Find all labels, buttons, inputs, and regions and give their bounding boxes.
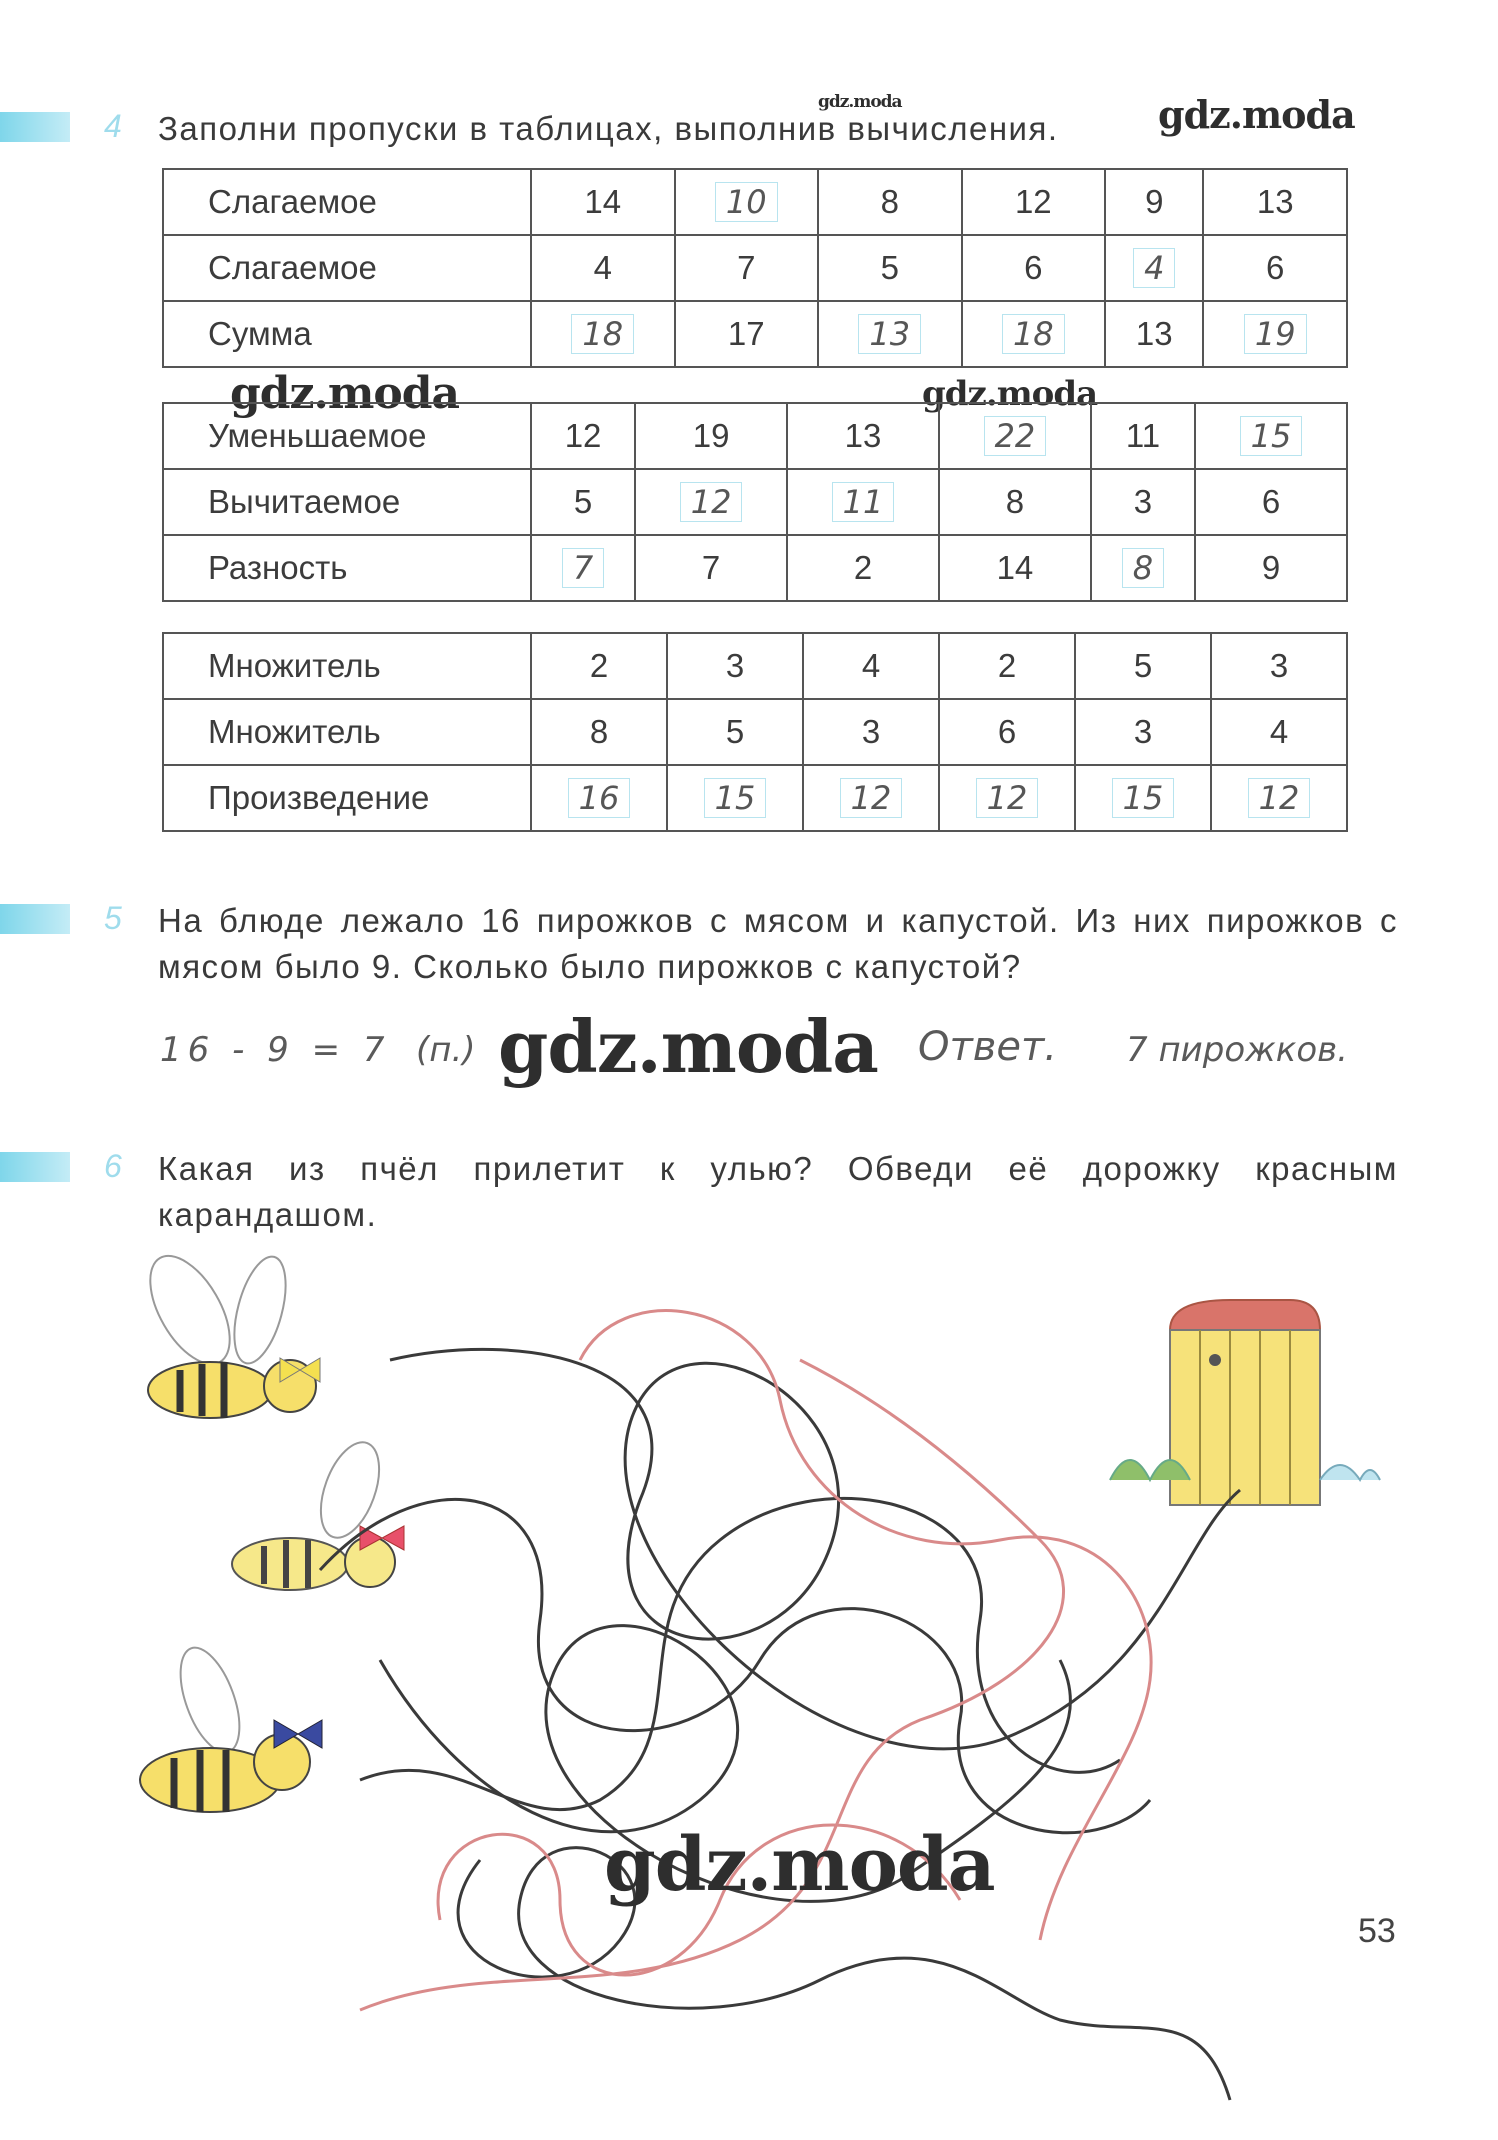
table-row xyxy=(163,169,1347,235)
task-4-prompt: Заполни пропуски в таблицах, выполнив вычисления. xyxy=(158,110,1059,147)
task-5-solution: 16 - 9 = 7 xyxy=(160,1030,391,1070)
filled-answer: 8 xyxy=(1122,548,1164,588)
given-value: 5 xyxy=(880,249,899,286)
filled-answer: 10 xyxy=(715,182,778,222)
table-cell xyxy=(1075,765,1211,831)
table-cell xyxy=(1195,535,1347,601)
row-label: Слагаемое xyxy=(163,235,531,301)
table-cell xyxy=(1211,699,1347,765)
table-cell xyxy=(1091,469,1195,535)
table-row xyxy=(163,403,1347,469)
given-value: 5 xyxy=(725,713,745,750)
given-value: 7 xyxy=(737,249,756,286)
filled-answer: 18 xyxy=(571,314,634,354)
given-value: 13 xyxy=(1256,183,1294,220)
given-value: 3 xyxy=(1269,647,1289,684)
filled-answer: 12 xyxy=(680,482,743,522)
table-cell xyxy=(1211,765,1347,831)
filled-answer: 19 xyxy=(1244,314,1307,354)
filled-answer: 12 xyxy=(840,778,903,818)
table-row xyxy=(163,235,1347,301)
row-label: Вычитаемое xyxy=(163,469,531,535)
table-row xyxy=(163,301,1347,367)
table-cell xyxy=(1075,699,1211,765)
task-5-prompt: На блюде лежало 16 пирожков с мясом и капустой. Из них пирожков с мясом было 9. Сколько было пирожков с капустой? xyxy=(158,902,1398,985)
table-cell xyxy=(635,469,787,535)
bee-maze-illustration xyxy=(0,1240,1498,2140)
row-label: Слагаемое xyxy=(163,169,531,235)
task-5-number: 5 xyxy=(104,900,122,936)
table-cell xyxy=(939,765,1075,831)
given-value: 5 xyxy=(573,483,593,520)
given-value: 9 xyxy=(1261,549,1281,586)
task-5-unit: (п.) xyxy=(416,1030,476,1070)
table-row xyxy=(163,535,1347,601)
row-label: Множитель xyxy=(163,633,531,699)
watermark-small: gdz.moda xyxy=(818,92,902,112)
table-cell xyxy=(787,403,939,469)
task-6-marker xyxy=(0,1152,70,1182)
given-value: 8 xyxy=(880,183,899,220)
table-cell xyxy=(531,633,667,699)
bee-yellow-bow xyxy=(134,1243,320,1418)
table-cell xyxy=(818,235,962,301)
table-cell xyxy=(962,301,1106,367)
given-value: 6 xyxy=(1261,483,1281,520)
given-value: 2 xyxy=(997,647,1017,684)
watermark-answer: gdz.moda xyxy=(498,1004,878,1089)
table-cell xyxy=(1091,403,1195,469)
addition-table xyxy=(162,168,1348,368)
table-cell xyxy=(1195,403,1347,469)
watermark-top-right: gdz.moda xyxy=(1158,92,1355,137)
task-5-answer: 7 пирожков. xyxy=(1126,1030,1348,1070)
filled-answer: 7 xyxy=(562,548,604,588)
given-value: 3 xyxy=(725,647,745,684)
task-4-marker xyxy=(0,112,70,142)
filled-answer: 15 xyxy=(1240,416,1303,456)
table-cell xyxy=(962,235,1106,301)
table-cell xyxy=(939,699,1075,765)
row-label: Уменьшаемое xyxy=(163,403,531,469)
given-value: 8 xyxy=(1005,483,1025,520)
task-6-number: 6 xyxy=(104,1148,122,1184)
given-value: 6 xyxy=(1266,249,1285,286)
table-cell xyxy=(531,535,635,601)
row-label: Произведение xyxy=(163,765,531,831)
page-number: 53 xyxy=(1358,1912,1396,1950)
filled-answer: 22 xyxy=(984,416,1047,456)
table-row xyxy=(163,633,1347,699)
table-cell xyxy=(675,169,819,235)
given-value: 4 xyxy=(593,249,612,286)
given-value: 3 xyxy=(861,713,881,750)
table-cell xyxy=(1211,633,1347,699)
table-cell xyxy=(531,235,675,301)
table-cell xyxy=(531,169,675,235)
table-cell xyxy=(635,403,787,469)
table-cell xyxy=(939,633,1075,699)
table-row xyxy=(163,699,1347,765)
row-label: Сумма xyxy=(163,301,531,367)
table-cell xyxy=(667,699,803,765)
table-cell xyxy=(1195,469,1347,535)
watermark-table-mid: gdz.moda xyxy=(922,374,1098,414)
task-5-answer-word: Ответ. xyxy=(918,1024,1057,1070)
table-cell xyxy=(675,301,819,367)
given-value: 4 xyxy=(1269,713,1289,750)
table-cell xyxy=(531,301,675,367)
watermark-bottom: gdz.moda xyxy=(604,1822,995,1908)
filled-answer: 11 xyxy=(832,482,895,522)
table-cell xyxy=(803,765,939,831)
table-cell xyxy=(787,469,939,535)
row-label: Множитель xyxy=(163,699,531,765)
filled-answer: 16 xyxy=(568,778,631,818)
table-row xyxy=(163,469,1347,535)
table-cell xyxy=(803,633,939,699)
given-value: 11 xyxy=(1125,417,1161,454)
filled-answer: 4 xyxy=(1133,248,1175,288)
given-value: 9 xyxy=(1145,183,1164,220)
given-value: 13 xyxy=(844,417,882,454)
table-cell xyxy=(1203,235,1347,301)
table-cell xyxy=(1203,301,1347,367)
table-cell xyxy=(1091,535,1195,601)
given-value: 17 xyxy=(727,315,765,352)
table-cell xyxy=(531,699,667,765)
table-cell xyxy=(667,633,803,699)
task-5-marker xyxy=(0,904,70,934)
given-value: 7 xyxy=(701,549,721,586)
given-value: 3 xyxy=(1133,483,1153,520)
maze-paths xyxy=(320,1311,1240,2100)
task-4-number: 4 xyxy=(104,108,122,144)
task-6-prompt: Какая из пчёл прилетит к улью? Обведи её дорожку красным карандашом. xyxy=(158,1150,1398,1233)
bee-red-bow xyxy=(232,1434,404,1590)
watermark-table-left: gdz.moda xyxy=(230,368,460,419)
filled-answer: 13 xyxy=(858,314,921,354)
filled-answer: 12 xyxy=(976,778,1039,818)
table-cell xyxy=(1075,633,1211,699)
given-value: 3 xyxy=(1133,713,1153,750)
table-cell xyxy=(787,535,939,601)
given-value: 8 xyxy=(589,713,609,750)
table-cell xyxy=(818,169,962,235)
table-cell xyxy=(803,699,939,765)
table-cell xyxy=(939,469,1091,535)
table-cell xyxy=(667,765,803,831)
table-cell xyxy=(818,301,962,367)
table-cell xyxy=(675,235,819,301)
table-cell xyxy=(531,765,667,831)
given-value: 19 xyxy=(692,417,730,454)
table-cell xyxy=(531,403,635,469)
table-cell xyxy=(1105,169,1203,235)
given-value: 13 xyxy=(1135,315,1173,352)
table-cell xyxy=(939,535,1091,601)
given-value: 2 xyxy=(589,647,609,684)
bee-blue-bow xyxy=(140,1640,322,1812)
table-cell xyxy=(1105,235,1203,301)
table-cell xyxy=(939,403,1091,469)
beehive xyxy=(1110,1300,1380,1505)
given-value: 4 xyxy=(861,647,881,684)
given-value: 2 xyxy=(853,549,873,586)
table-cell xyxy=(962,169,1106,235)
table-cell xyxy=(1105,301,1203,367)
multiplication-table xyxy=(162,632,1348,832)
given-value: 5 xyxy=(1133,647,1153,684)
given-value: 14 xyxy=(996,549,1034,586)
given-value: 12 xyxy=(564,417,602,454)
given-value: 12 xyxy=(1014,183,1052,220)
given-value: 14 xyxy=(584,183,622,220)
filled-answer: 18 xyxy=(1002,314,1065,354)
table-cell xyxy=(635,535,787,601)
table-cell xyxy=(1203,169,1347,235)
row-label: Разность xyxy=(163,535,531,601)
given-value: 6 xyxy=(1024,249,1043,286)
table-cell xyxy=(531,469,635,535)
filled-answer: 15 xyxy=(1112,778,1175,818)
filled-answer: 12 xyxy=(1248,778,1311,818)
table-row xyxy=(163,765,1347,831)
subtraction-table xyxy=(162,402,1348,602)
filled-answer: 15 xyxy=(704,778,767,818)
given-value: 6 xyxy=(997,713,1017,750)
